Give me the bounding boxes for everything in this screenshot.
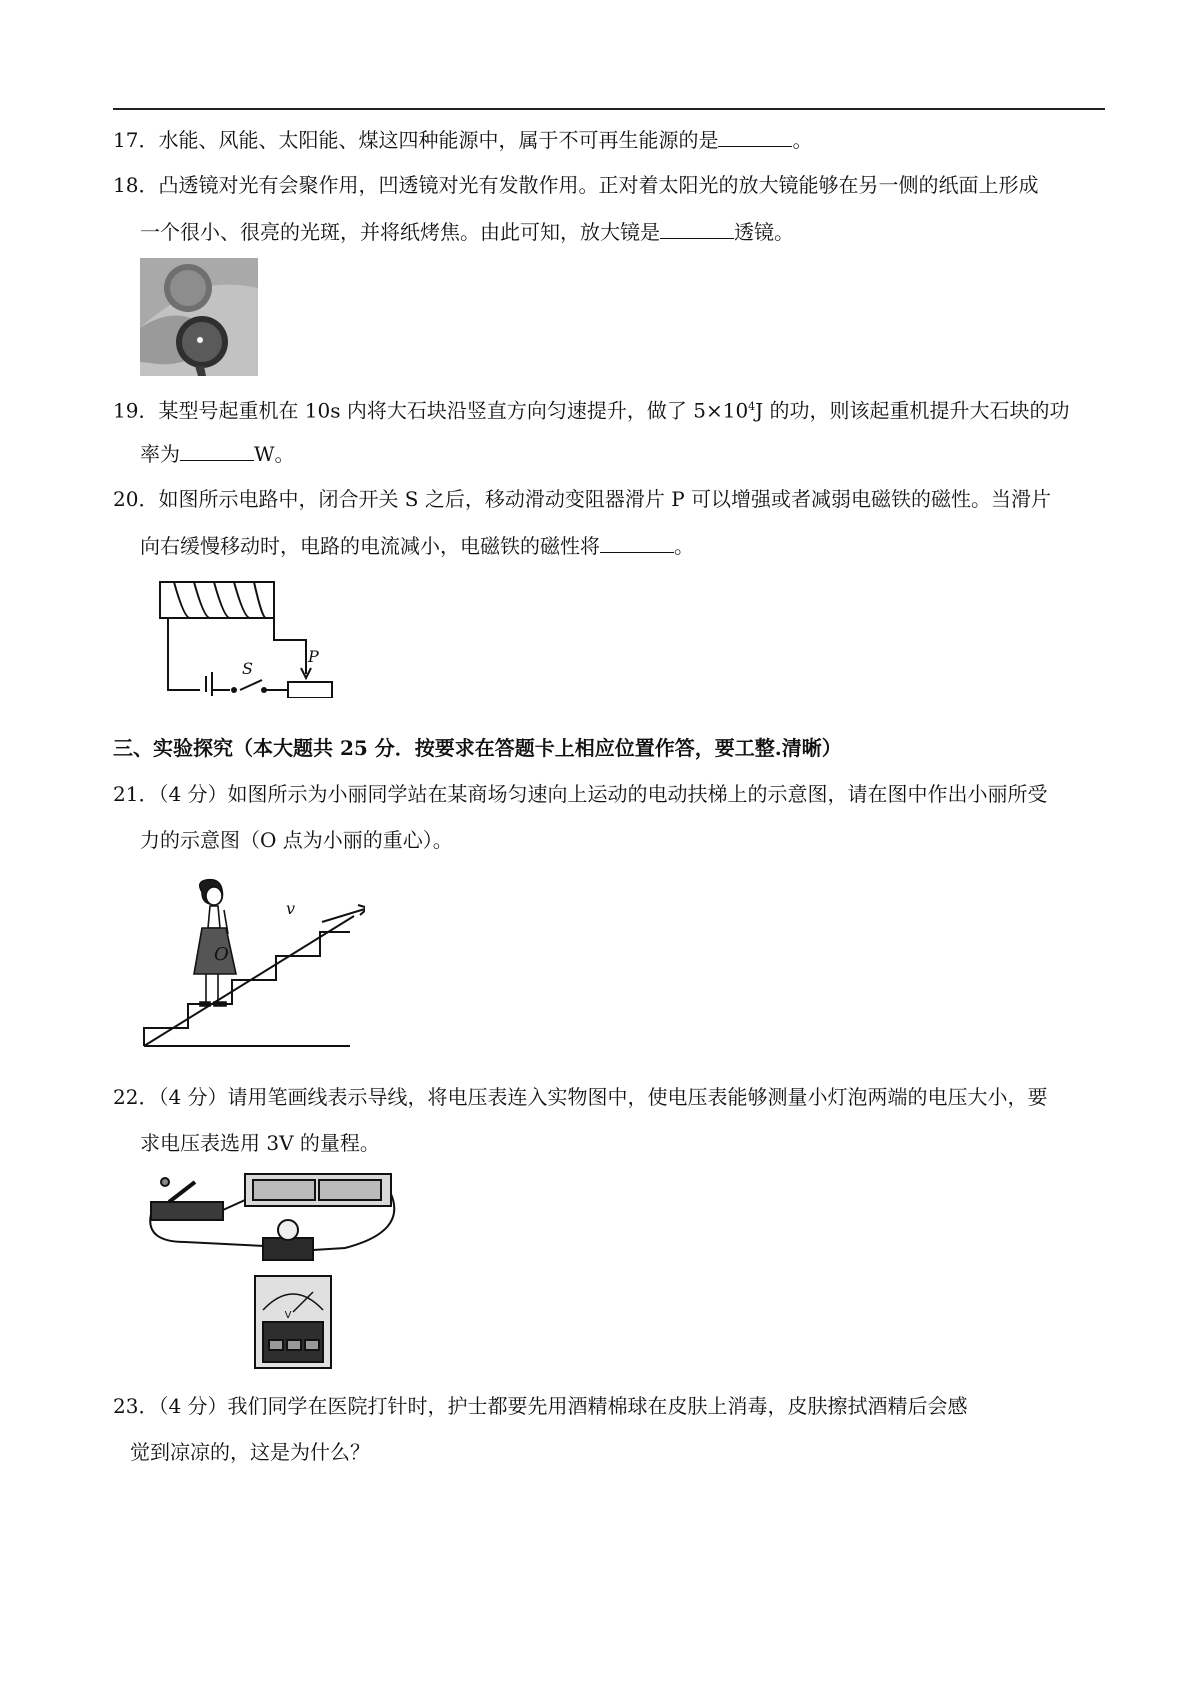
q20-answer-blank[interactable] [600,530,674,553]
q20-line2: 向右缓慢移动时，电路的电流减小，电磁铁的磁性将 [140,534,600,558]
voltmeter-label: V [284,1310,292,1321]
q19-answer-blank[interactable] [180,438,254,461]
voltmeter-circuit-figure [145,1172,400,1372]
magnifier-photo [140,258,258,376]
q18-line2-end: 透镜。 [734,220,794,244]
question-19-line-2 [140,438,295,469]
q18-answer-blank[interactable] [660,216,734,239]
q23-number: 23． [113,1394,159,1418]
q19-line2: 率为 [140,442,180,466]
q19-line1-end: J 的功，则该起重机提升大石块的功 [755,398,1070,423]
q17-answer-blank[interactable] [718,124,792,147]
q21-number: 21． [113,782,159,806]
q21-line1: （4 分）如图所示为小丽同学站在某商场匀速向上运动的电动扶梯上的示意图，请在图中作出小丽所受 [158,782,1048,806]
slider-label: P [308,647,319,666]
section-3-heading: 三、实验探究（本大题共 25 分．按要求在答题卡上相应位置作答，要工整.清晰） [113,736,842,760]
electromagnet-circuit [150,578,340,698]
q19-exponent: 4 [748,400,756,413]
escalator-figure [140,878,365,1053]
center-of-gravity-label: O [214,944,229,965]
q20-number: 20． [113,487,159,511]
question-21-line-1 [113,779,1048,809]
question-18-line-1 [113,170,1038,200]
question-18-line-2 [140,216,794,247]
question-19-line-1 [113,392,1070,426]
q23-line1: （4 分）我们同学在医院打针时，护士都要先用酒精棉球在皮肤上消毒，皮肤擦拭酒精后会感 [158,1394,968,1418]
q19-line2-end: W。 [254,442,295,466]
question-23-line-2: 觉到凉凉的，这是为什么？ [130,1440,370,1464]
question-22-line-2: 求电压表选用 3V 的量程。 [140,1131,380,1155]
question-23-line-1 [113,1391,968,1421]
q18-line2: 一个很小、很亮的光斑，并将纸烤焦。由此可知，放大镜是 [140,220,660,244]
question-17 [113,124,812,155]
question-20-line-1 [113,484,1051,514]
q17-text: 水能、风能、太阳能、煤这四种能源中，属于不可再生能源的是 [158,128,719,152]
q17-number: 17． [113,128,159,152]
top-rule [113,108,1105,110]
velocity-label: v [286,899,296,918]
q18-line1: 凸透镜对光有会聚作用，凹透镜对光有发散作用。正对着太阳光的放大镜能够在另一侧的纸面上形成 [158,173,1039,197]
question-20-line-2 [140,530,694,561]
question-22-line-1 [113,1082,1048,1112]
q20-line2-end: 。 [674,534,694,558]
q22-line1: （4 分）请用笔画线表示导线，将电压表连入实物图中，使电压表能够测量小灯泡两端的电压大小，要 [158,1085,1048,1109]
switch-label: S [242,659,253,678]
q19-number: 19． [113,398,159,423]
q18-number: 18． [113,173,159,197]
q19-line1: 某型号起重机在 10s 内将大石块沿竖直方向匀速提升，做了 5×10 [158,398,749,423]
q20-line1: 如图所示电路中，闭合开关 S 之后，移动滑动变阻器滑片 P 可以增强或者减弱电磁铁的磁性。当滑片 [158,487,1052,511]
question-21-line-2: 力的示意图（O 点为小丽的重心）。 [140,828,453,852]
q22-number: 22． [113,1085,159,1109]
q17-text-end: 。 [792,128,813,152]
